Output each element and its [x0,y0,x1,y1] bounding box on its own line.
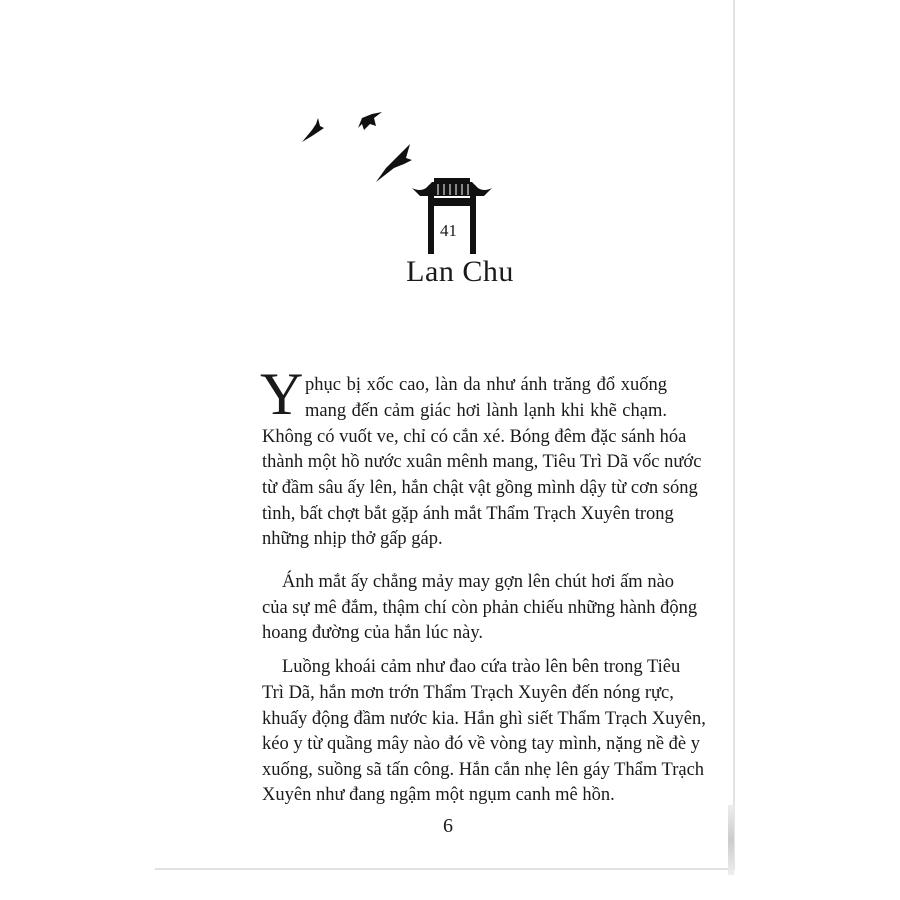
chapter-title: Lan Chu [406,255,514,288]
scan-artifact [728,805,734,875]
text-line: hoang đường của hắn lúc này. [262,623,484,643]
flying-birds-icon [300,108,430,188]
page-number: 6 [443,815,453,837]
chinese-gate-icon [412,178,492,254]
text-line: tình, bất chợt bắt gặp ánh mắt Thẩm Trạch Xuyên trong [262,504,674,524]
text-line: mang đến cảm giác hơi lành lạnh khi khẽ chạm. [305,401,667,421]
page-edge-right [733,0,735,870]
text-line: những nhịp thở gấp gáp. [262,529,443,549]
text-line: kéo y từ quầng mây nào đó về vòng tay mình, nặng nề đè y [262,734,701,754]
text-line: xuống, suồng sã tấn công. Hắn cắn nhẹ lên gáy Thẩm Trạch [262,760,705,780]
text-line: thành một hồ nước xuân mênh mang, Tiêu Trì Dã vốc nước [262,452,702,472]
text-line: Xuyên như đang ngậm một ngụm canh mê hồn. [262,785,615,805]
text-line: của sự mê đắm, thậm chí còn phản chiếu những hành động [262,598,698,618]
drop-cap: Y [260,361,304,427]
bird-icon [358,112,382,130]
text-line: từ đầm sâu ấy lên, hắn chật vật gồng mình dậy từ cơn sóng [262,478,698,498]
page-edge-bottom [155,868,735,870]
text-line: Luồng khoái cảm như đao cứa trào lên bên trong Tiêu [282,657,681,677]
bird-icon [302,118,324,142]
text-line: Ánh mắt ấy chẳng mảy may gợn lên chút hơi ấm nào [282,572,675,592]
text-line: phục bị xốc cao, làn da như ánh trăng đổ xuống [305,375,667,395]
text-line: Không có vuốt ve, chỉ có cắn xé. Bóng đêm đặc sánh hóa [262,427,687,447]
text-line: Trì Dã, hắn mơn trớn Thẩm Trạch Xuyên đến nóng rực, [262,683,674,703]
text-line: khuấy động đầm nước kia. Hắn ghì siết Thẩm Trạch Xuyên, [262,709,706,729]
chapter-number: 41 [440,221,457,240]
bird-icon [376,144,412,182]
